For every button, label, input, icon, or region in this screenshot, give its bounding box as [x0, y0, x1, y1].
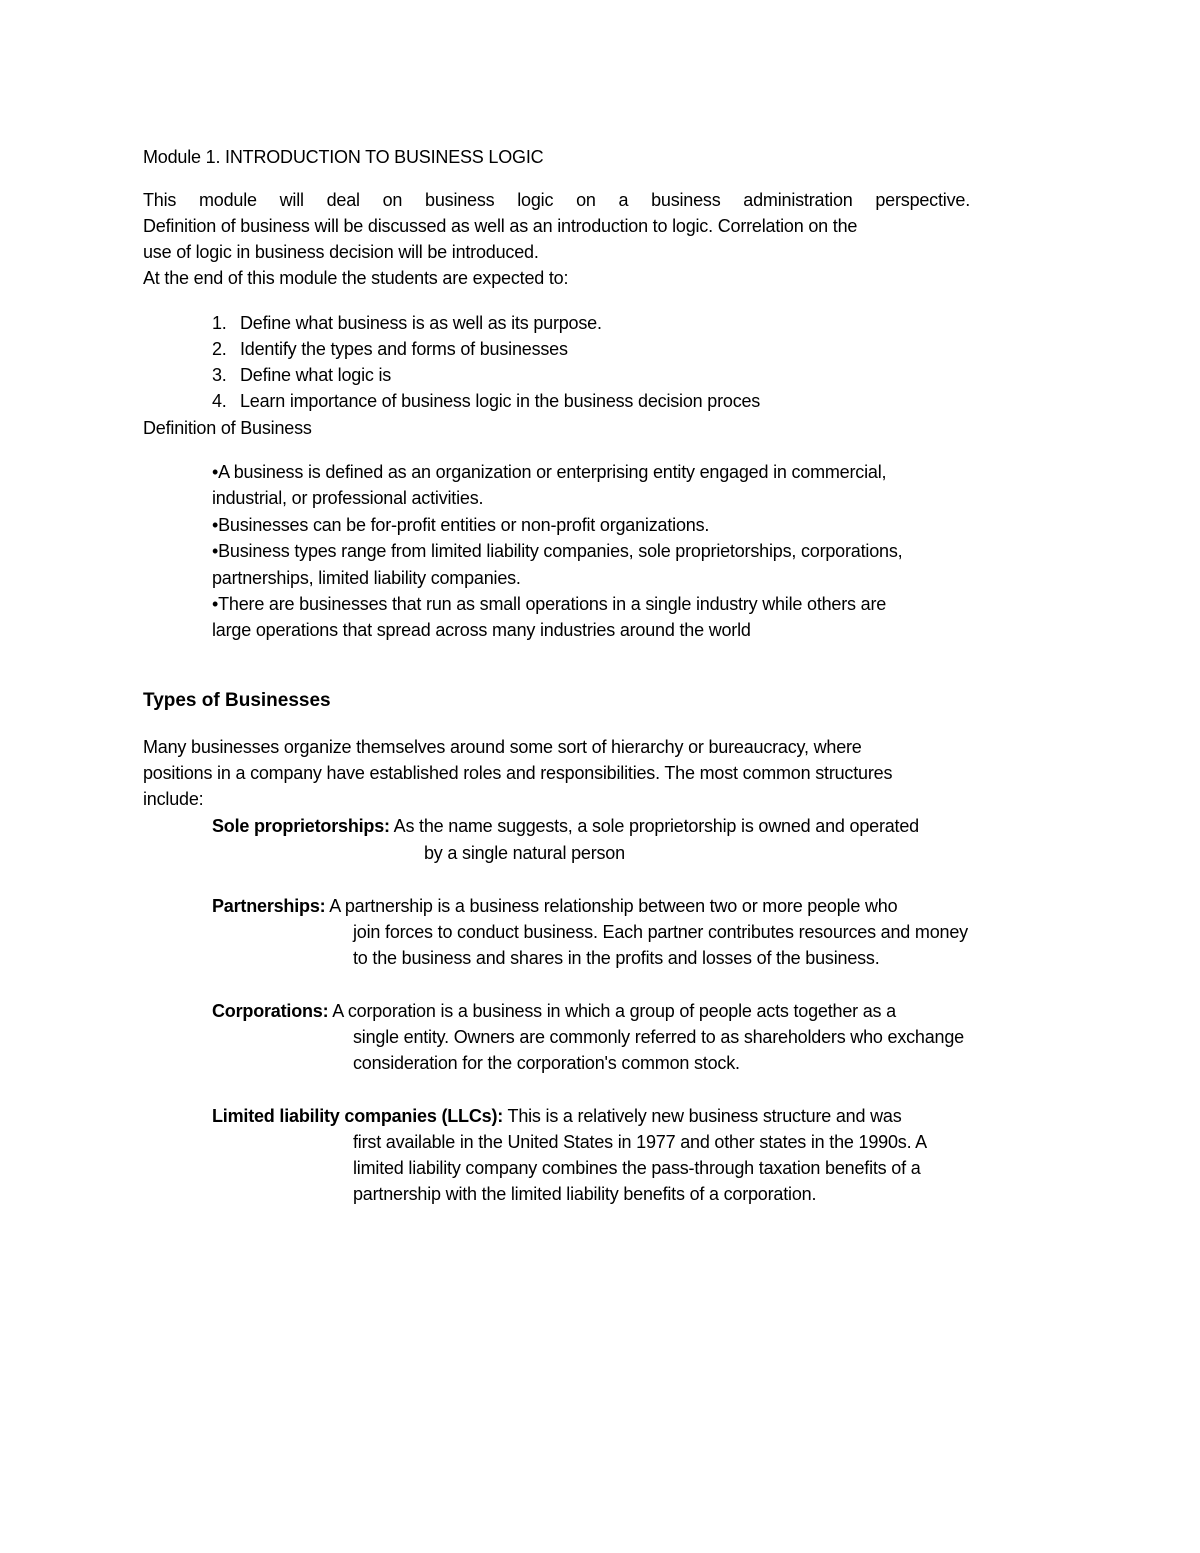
list-item-text: Define what logic is	[240, 365, 392, 385]
sole-line-2: by a single natural person	[424, 843, 625, 863]
list-item-number: 1.	[212, 313, 227, 333]
intro-line-3: use of logic in business decision will be introduced.	[143, 242, 539, 262]
definition-line: •A business is defined as an organization or enterprising entity engaged in commercial,	[212, 462, 887, 482]
list-item-text: Define what business is as well as its purpose.	[240, 313, 602, 333]
list-item-number: 2.	[212, 339, 227, 359]
partnerships-line-1: A partnership is a business relationship between two or more people who	[325, 896, 898, 916]
partnerships-line-2: join forces to conduct business. Each partner contributes resources and money	[353, 922, 968, 942]
llc-term: Limited liability companies (LLCs):	[212, 1106, 504, 1126]
module-title: Module 1. INTRODUCTION TO BUSINESS LOGIC	[143, 147, 544, 167]
corporations-line-3: consideration for the corporation's common stock.	[353, 1053, 740, 1073]
sole-term: Sole proprietorships:	[212, 816, 390, 836]
intro-line-1: This module will deal on business logic on a business administration perspective.	[143, 190, 970, 210]
types-intro-line: positions in a company have established roles and responsibilities. The most common structures	[143, 763, 893, 783]
definition-line: •Businesses can be for-profit entities or non-profit organizations.	[212, 515, 710, 535]
definition-heading: Definition of Business	[143, 418, 312, 438]
definition-line: partnerships, limited liability companies.	[212, 568, 521, 588]
corporations-line-1: A corporation is a business in which a group of people acts together as a	[328, 1001, 896, 1021]
llc-line-3: limited liability company combines the pass-through taxation benefits of a	[353, 1158, 921, 1178]
partnerships-term: Partnerships:	[212, 896, 326, 916]
llc-line-2: first available in the United States in 1977 and other states in the 1990s. A	[353, 1132, 927, 1152]
definition-line: large operations that spread across many industries around the world	[212, 620, 751, 640]
intro-line-4: At the end of this module the students are expected to:	[143, 268, 569, 288]
definition-line: •Business types range from limited liability companies, sole proprietorships, corporations,	[212, 541, 903, 561]
list-item	[212, 362, 391, 388]
sole-line-1: As the name suggests, a sole proprietorship is owned and operated	[389, 816, 919, 836]
definition-line: •There are businesses that run as small operations in a single industry while others are	[212, 594, 887, 614]
llc-line-4: partnership with the limited liability benefits of a corporation.	[353, 1184, 817, 1204]
llc-line-1: This is a relatively new business structure and was	[503, 1106, 902, 1126]
list-item	[212, 388, 760, 414]
intro-line-2: Definition of business will be discussed as well as an introduction to logic. Correlation on the	[143, 216, 858, 236]
corporations-line-2: single entity. Owners are commonly referred to as shareholders who exchange	[353, 1027, 964, 1047]
types-intro-line: include:	[143, 789, 204, 809]
definition-line: industrial, or professional activities.	[212, 488, 484, 508]
list-item-text: Identify the types and forms of businesses	[240, 339, 568, 359]
list-item-number: 4.	[212, 391, 227, 411]
list-item	[212, 310, 602, 336]
types-intro-line: Many businesses organize themselves around some sort of hierarchy or bureaucracy, where	[143, 737, 862, 757]
list-item-text: Learn importance of business logic in the business decision proces	[240, 391, 761, 411]
partnerships-line-3: to the business and shares in the profits and losses of the business.	[353, 948, 880, 968]
types-heading: Types of Businesses	[143, 690, 331, 711]
corporations-term: Corporations:	[212, 1001, 329, 1021]
list-item-number: 3.	[212, 365, 227, 385]
list-item	[212, 336, 568, 362]
